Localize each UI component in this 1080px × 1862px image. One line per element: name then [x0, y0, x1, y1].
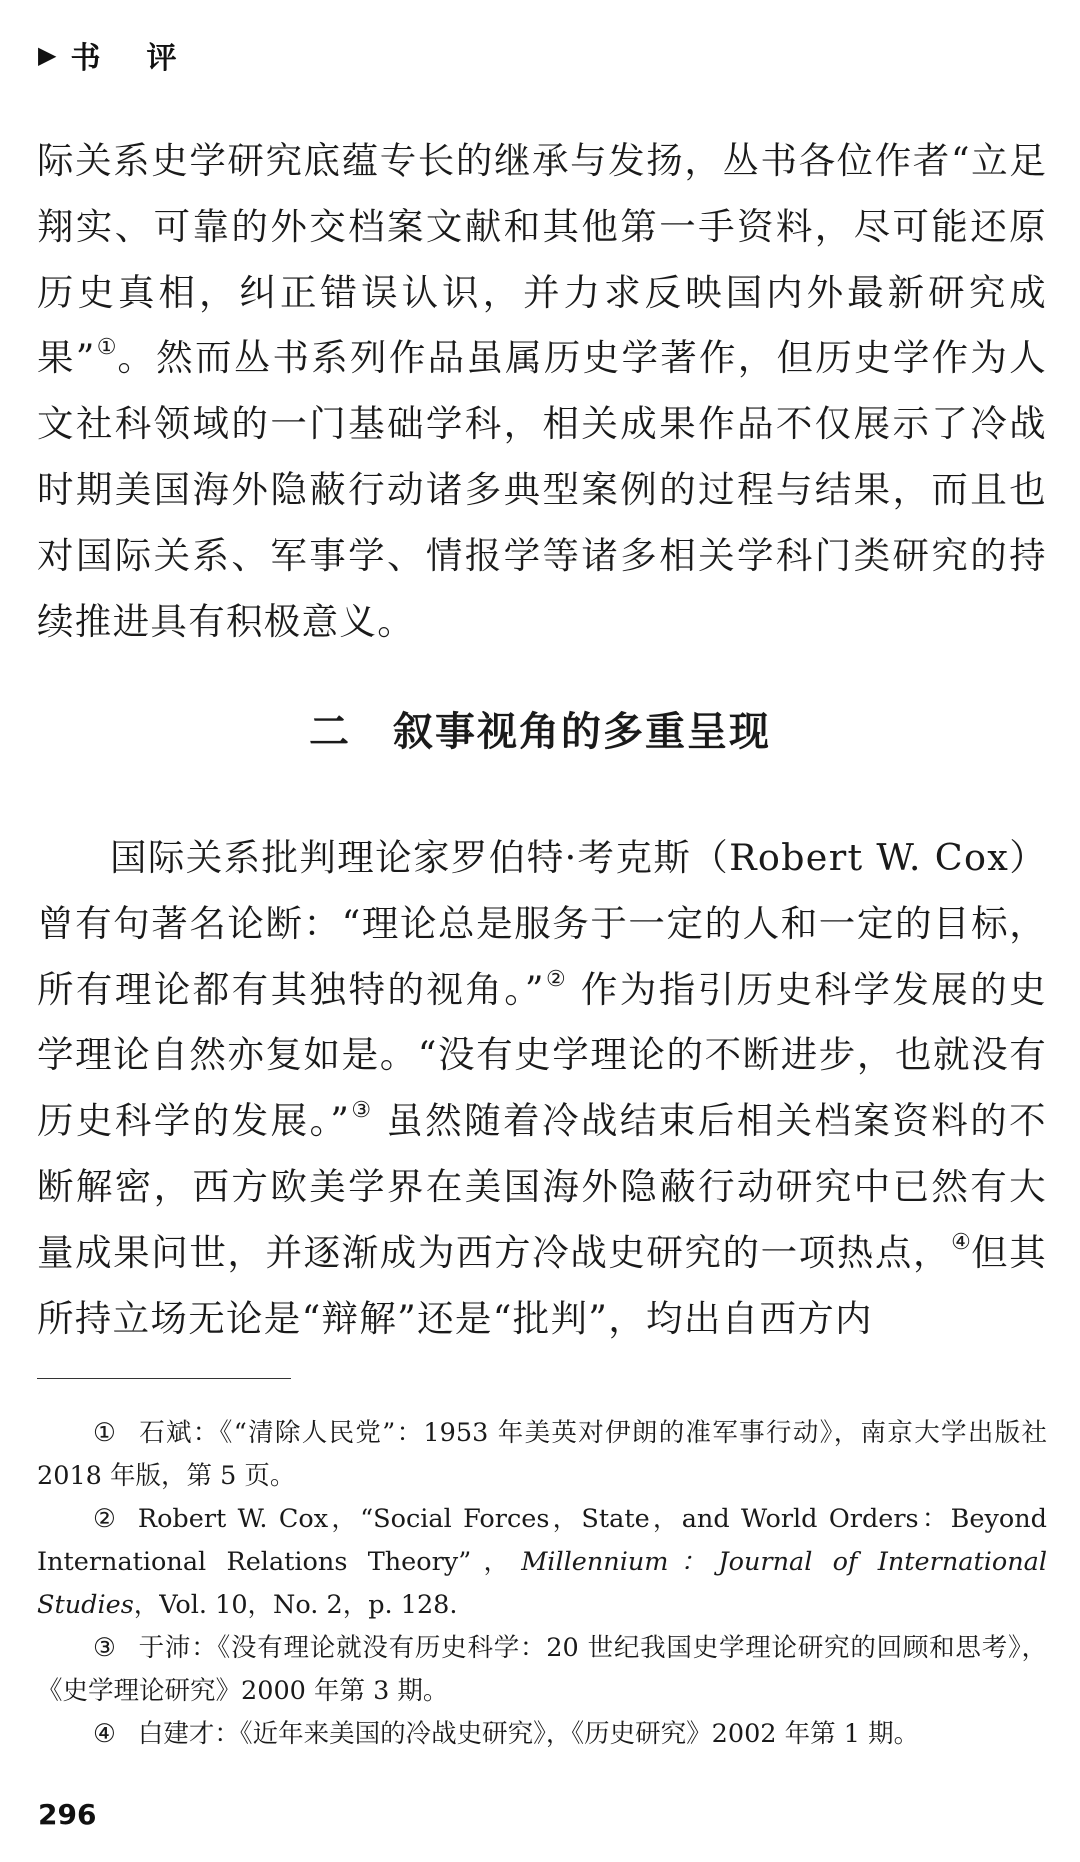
- body-paragraph: [37, 825, 1047, 1351]
- footnote-mark: ②: [93, 1504, 116, 1534]
- section-title: 叙事视角的多重呈现: [393, 709, 771, 755]
- paragraph-text: 但其所持立场无论是“辩解”还是“批判”，均出自西方内: [37, 1230, 1047, 1340]
- triangle-marker-icon: ▶: [38, 41, 57, 69]
- journal-title: Millennium：Journal of International Studies: [37, 1547, 1047, 1620]
- page-number: 296: [38, 1798, 97, 1831]
- footnote-text: 于沛：《没有理论就没有历史科学：20 世纪我国史学理论研究的回顾和思考》，《史学理论研究》2000 年第 3 期。: [37, 1633, 1047, 1706]
- footnote-divider: [37, 1378, 291, 1379]
- footnote-reference[interactable]: ①: [95, 335, 118, 361]
- footnote-text: 石斌：《“清除人民党”：1953 年美英对伊朗的准军事行动》，南京大学出版社 2018 年版，第 5 页。: [37, 1418, 1047, 1491]
- footnote-item: [37, 1412, 1047, 1498]
- footnote-text: Robert W. Cox，“Social Forces，State，and World Orders：Beyond International Relations Theory”，: [37, 1504, 1047, 1577]
- running-header-section: 书评: [70, 41, 223, 76]
- paragraph-text: 国际关系批判理论家罗伯特·考克斯（Robert W. Cox）曾有句著名论断：“理论总是服务于一定的人和一定的目标，所有理论都有其独特的视角。”: [37, 836, 1047, 1011]
- paragraph-text: 虽然随着冷战结束后相关档案资料的不断解密，西方欧美学界在美国海外隐蔽行动研究中已然有大量成果问世，并逐渐成为西方冷战史研究的一项热点，: [37, 1099, 1047, 1274]
- running-header: [38, 30, 222, 80]
- footnote-mark: ④: [93, 1719, 116, 1749]
- footnotes: [37, 1412, 1047, 1756]
- footnote-item: [37, 1713, 1047, 1756]
- paragraph-text: 际关系史学研究底蕴专长的继承与发扬，丛书各位作者“立足翔实、可靠的外交档案文献和其他第一手资料，尽可能还原历史真相，纠正错误认识，并力求反映国内外最新研究成果”: [37, 139, 1047, 380]
- footnote-reference[interactable]: ④: [951, 1229, 972, 1255]
- paragraph-text: 。然而丛书系列作品虽属历史学著作，但历史学作为人文社科领域的一门基础学科，相关成果作品不仅展示了冷战时期美国海外隐蔽行动诸多典型案例的过程与结果，而且也对国际关系、军事学、情报学等诸多相关学科门类研究的持续推进具有积极意义。: [37, 336, 1047, 643]
- footnote-mark: ①: [93, 1418, 116, 1448]
- paragraph-text: 作为指引历史科学发展的史学理论自然亦复如是。“没有史学理论的不断进步，也就没有历史科学的发展。”: [37, 967, 1047, 1143]
- footnote-item: [37, 1627, 1047, 1713]
- footnote-text: 白建才：《近年来美国的冷战史研究》，《历史研究》2002 年第 1 期。: [137, 1719, 920, 1749]
- footnote-reference[interactable]: ③: [350, 1098, 373, 1124]
- body-paragraph: [37, 128, 1047, 654]
- section-number: 二: [309, 709, 351, 755]
- footnote-item: [37, 1498, 1047, 1627]
- section-heading: [0, 700, 1080, 757]
- footnote-text: ，Vol. 10，No. 2，p. 128.: [133, 1590, 458, 1620]
- footnote-reference[interactable]: ②: [544, 966, 567, 992]
- footnote-mark: ③: [93, 1633, 116, 1663]
